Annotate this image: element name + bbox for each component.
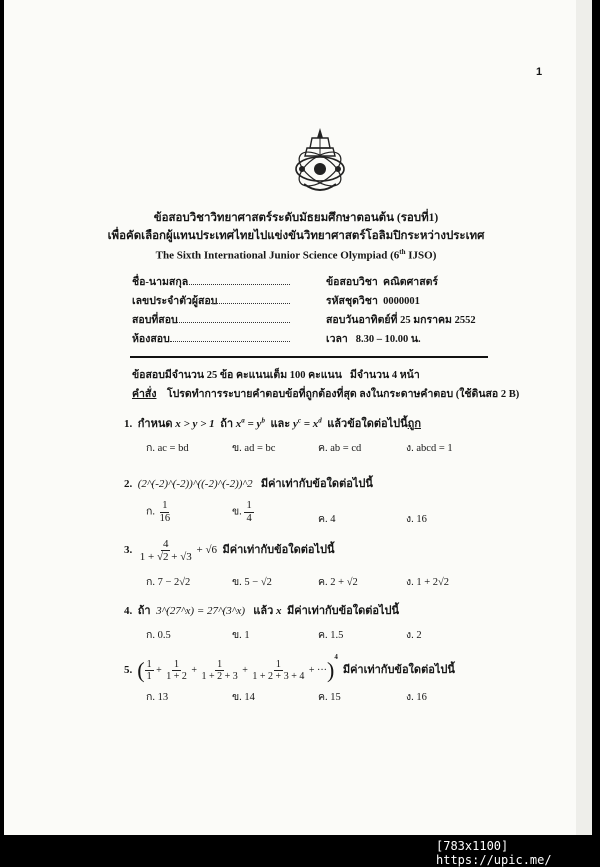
venue-field-line[interactable] [174, 314, 290, 323]
q2-option-c: ค. 4 [318, 514, 336, 525]
question-4: 4. ถ้า 3^(27^x) = 27^(3^x) แล้ว x มีค่าเท่ากับข้อใดต่อไปนี้ [124, 605, 400, 617]
room-field-label: ห้องสอบ [132, 334, 170, 345]
q4-option-d: ง. 2 [406, 630, 422, 641]
q4-option-a: ก. 0.5 [146, 630, 171, 641]
divider-rule [130, 356, 488, 358]
exam-date: สอบวันอาทิตย์ที่ 25 มกราคม 2552 [326, 315, 476, 326]
id-field-label: เลขประจำตัวผู้สอบ [132, 296, 218, 307]
name-field-label: ชื่อ-นามสกุล [132, 277, 189, 288]
total-score: คะแนนเต็ม 100 คะแนน [236, 370, 342, 381]
question-2: 2. (2^(-2)^(-2))^((-2)^(-2))^2 มีค่าเท่ากับข้อใดต่อไปนี้ [124, 478, 373, 490]
subject-info: ข้อสอบวิชา คณิตศาสตร์ [326, 277, 439, 288]
page-edge-shadow [576, 0, 592, 835]
name-field-line[interactable] [186, 276, 290, 285]
q5-option-b: ข. 14 [232, 692, 255, 703]
question-5: 5. ( $\frac{1}{1}$ + $\frac{1}{1 + 2}$ + $\frac{1}{1 + 2 + 3}$ + $\frac{1}{1 + 2 + 3 + 4}$ + ···)$^4$ มีค่าเท่ากับข้อใดต่อไปนี้ [124, 653, 455, 683]
title-thai-line-2: เพื่อคัดเลือกผู้แทนประเทศไทยไปแข่งขันวิทยาศาสตร์โอลิมปิกระหว่างประเทศ [107, 230, 485, 242]
question-3: 3. $\frac{4}{1 + √2 + √3}$ + √6 มีค่าเท่ากับข้อใดต่อไปนี้ [124, 538, 335, 564]
q4-option-b: ข. 1 [232, 630, 250, 641]
q4-equation: 3^(27^x) = 27^(3^x) [156, 605, 245, 617]
question-1: 1. กำหนด x > y > 1 ถ้า $x^a = y^b$ และ $y^c = x^d$ แล้วข้อใดต่อไปนี้ถูก [124, 416, 421, 430]
q2-option-b: ข. $\frac{1}{4}$ [232, 500, 252, 524]
venue-field-label: สอบที่สอบ [132, 315, 178, 326]
title-english: The Sixth International Junior Science Olympiad (6th IJSO) [155, 248, 437, 262]
room-field-line[interactable] [170, 333, 290, 342]
q5-option-a: ก. 13 [146, 692, 169, 703]
image-host-footer: [783x1100] https://upic.me/ [436, 839, 552, 867]
q5-option-c: ค. 15 [318, 692, 341, 703]
q1-option-c: ค. ab = cd [318, 443, 362, 454]
q2-option-d: ง. 16 [406, 514, 427, 525]
q1-option-a: ก. ac = bd [146, 443, 189, 454]
q3-option-c: ค. 2 + √2 [318, 577, 358, 588]
question-count: ข้อสอบมีจำนวน 25 ข้อ [132, 370, 234, 381]
exam-page [4, 0, 588, 835]
university-emblem-icon [290, 124, 350, 198]
id-field-line[interactable] [202, 295, 290, 304]
q5-option-d: ง. 16 [406, 692, 427, 703]
page-number: 1 [536, 66, 543, 78]
code-info: รหัสชุดวิชา 0000001 [326, 296, 420, 307]
q3-option-d: ง. 1 + 2√2 [406, 577, 450, 588]
instruction: คำสั่ง โปรดทำการระบายคำตอบข้อที่ถูกต้องที่สุด ลงในกระดาษคำตอบ (ใช้ดินสอ 2 B) [132, 389, 520, 400]
q1-option-b: ข. ad = bc [232, 443, 276, 454]
q4-option-c: ค. 1.5 [318, 630, 344, 641]
q2-expression: (2^(-2)^(-2))^((-2)^(-2))^2 [137, 478, 253, 490]
q3-option-b: ข. 5 − √2 [232, 577, 272, 588]
q3-option-a: ก. 7 − 2√2 [146, 577, 191, 588]
exam-time: เวลา 8.30 – 10.00 น. [326, 334, 421, 345]
title-thai-line-1: ข้อสอบวิชาวิทยาศาสตร์ระดับมัธยมศึกษาตอนต้น (รอบที่1) [153, 212, 439, 224]
page-count: มีจำนวน 4 หน้า [350, 370, 420, 381]
q1-option-d: ง. abcd = 1 [406, 443, 453, 454]
q2-option-a: ก. $\frac{1}{16}$ [146, 500, 171, 524]
